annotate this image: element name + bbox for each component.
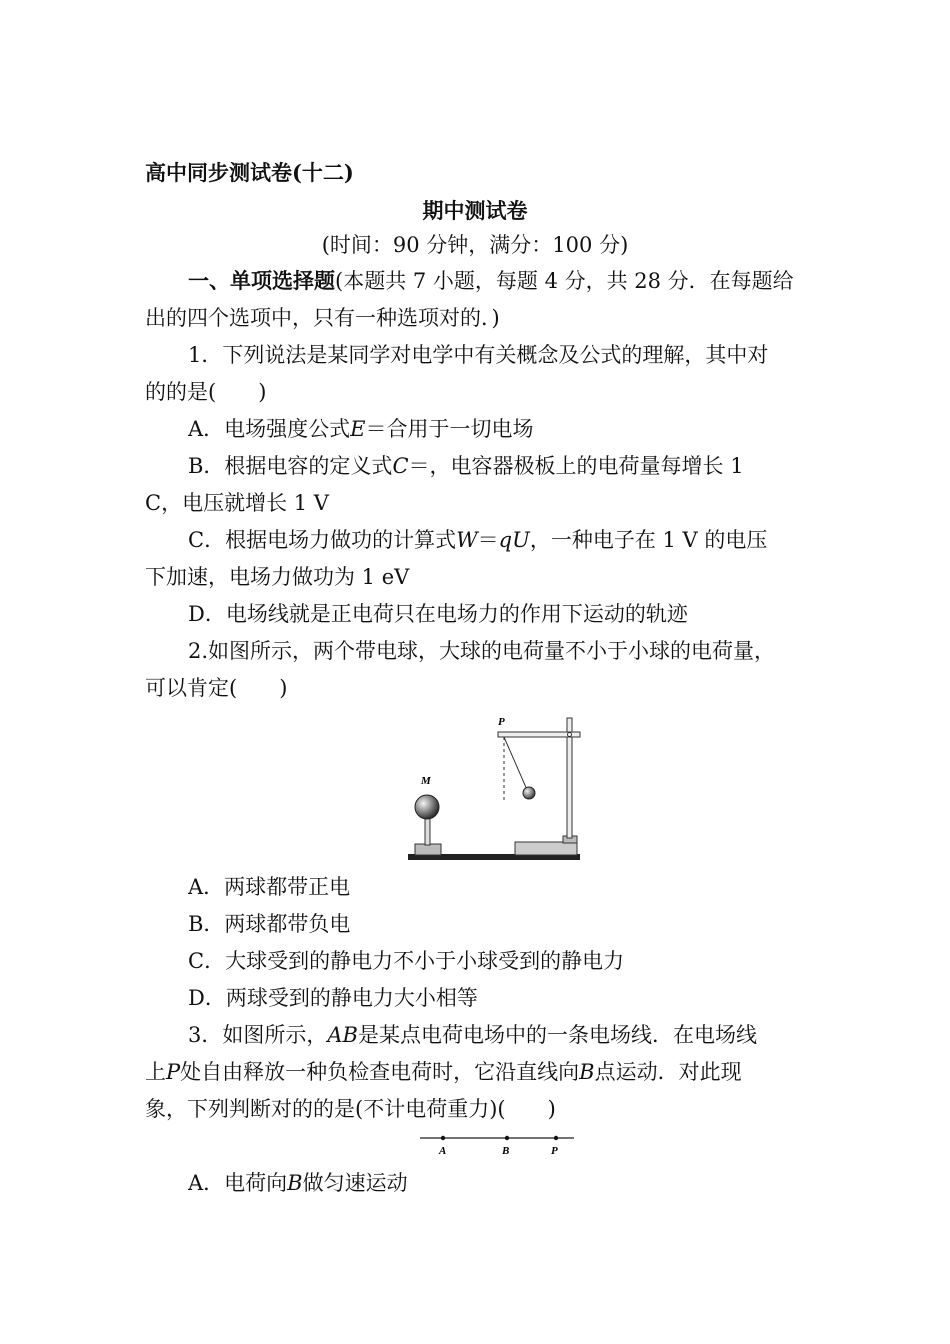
- q2-figure: [405, 712, 585, 862]
- q2-option-d: D．两球受到的静电力大小相等: [188, 986, 478, 1010]
- point-b: [505, 1136, 509, 1140]
- q1-stem-line1: 1．下列说法是某同学对电学中有关概念及公式的理解，其中对: [188, 343, 769, 367]
- section1-desc: (本题共 7 小题，每题 4 分，共 28 分．在每题给: [335, 269, 794, 293]
- label-p: P: [498, 716, 505, 728]
- q1-option-c: C．根据电场力做功的计算式W＝qU，一种电子在 1 V 的电压: [188, 528, 768, 552]
- q2-stem-line1: 2.如图所示，两个带电球，大球的电荷量不小于小球的电荷量，: [188, 639, 776, 663]
- q3-stem-line2: 上P处自由释放一种负检查电荷时，它沿直线向B点运动．对此现: [145, 1060, 742, 1084]
- q1-option-c-line2: 下加速，电场力做功为 1 eV: [145, 565, 410, 589]
- q2-option-b: B．两球都带负电: [188, 912, 351, 936]
- q1-option-d: D．电场线就是正电荷只在电场力的作用下运动的轨迹: [188, 602, 688, 626]
- q1-option-b-line2: C，电压就增长 1 V: [145, 491, 329, 515]
- q3-stem-line1: 3．如图所示，AB是某点电荷电场中的一条电场线．在电场线: [188, 1023, 757, 1047]
- q1-option-a: A．电场强度公式E＝合用于一切电场: [188, 417, 534, 441]
- exam-title: 期中测试卷: [422, 198, 528, 223]
- label-a: A: [439, 1145, 447, 1157]
- point-a: [441, 1136, 445, 1140]
- q3-stem-line3: 象，下列判断对的的是(不计电荷重力)( ): [145, 1097, 556, 1121]
- section1-line1: [188, 266, 858, 296]
- q1-stem-line2: 的的是( ): [145, 380, 267, 404]
- exam-info: (时间：90 分钟，满分：100 分): [321, 233, 629, 257]
- section1-heading: 一、单项选择题: [188, 268, 335, 293]
- label-b: B: [502, 1145, 510, 1157]
- q3-figure: [418, 1130, 578, 1160]
- right-pedestal: [515, 842, 577, 855]
- thread: [504, 737, 528, 792]
- left-pedestal: [415, 844, 441, 855]
- label-p: P: [551, 1145, 558, 1157]
- point-p: [554, 1136, 558, 1140]
- ball-stand: [425, 817, 430, 845]
- q2-stem-line2: 可以肯定( ): [145, 676, 288, 700]
- q3-option-a: A．电荷向B做匀速运动: [188, 1171, 408, 1195]
- q1-option-b: B．根据电容的定义式C＝，电容器极板上的电荷量每增长 1: [188, 454, 744, 478]
- clamp: [568, 733, 572, 737]
- label-m: M: [421, 775, 431, 787]
- q2-option-c: C．大球受到的静电力不小于小球受到的静电力: [188, 949, 625, 973]
- big-ball-m: [415, 795, 439, 819]
- section1-desc-line2: 出的四个选项中，只有一种选项对的．): [145, 306, 500, 330]
- q2-option-a: A．两球都带正电: [188, 875, 351, 899]
- small-ball: [523, 787, 535, 799]
- series-title: 高中同步测试卷(十二): [145, 160, 354, 185]
